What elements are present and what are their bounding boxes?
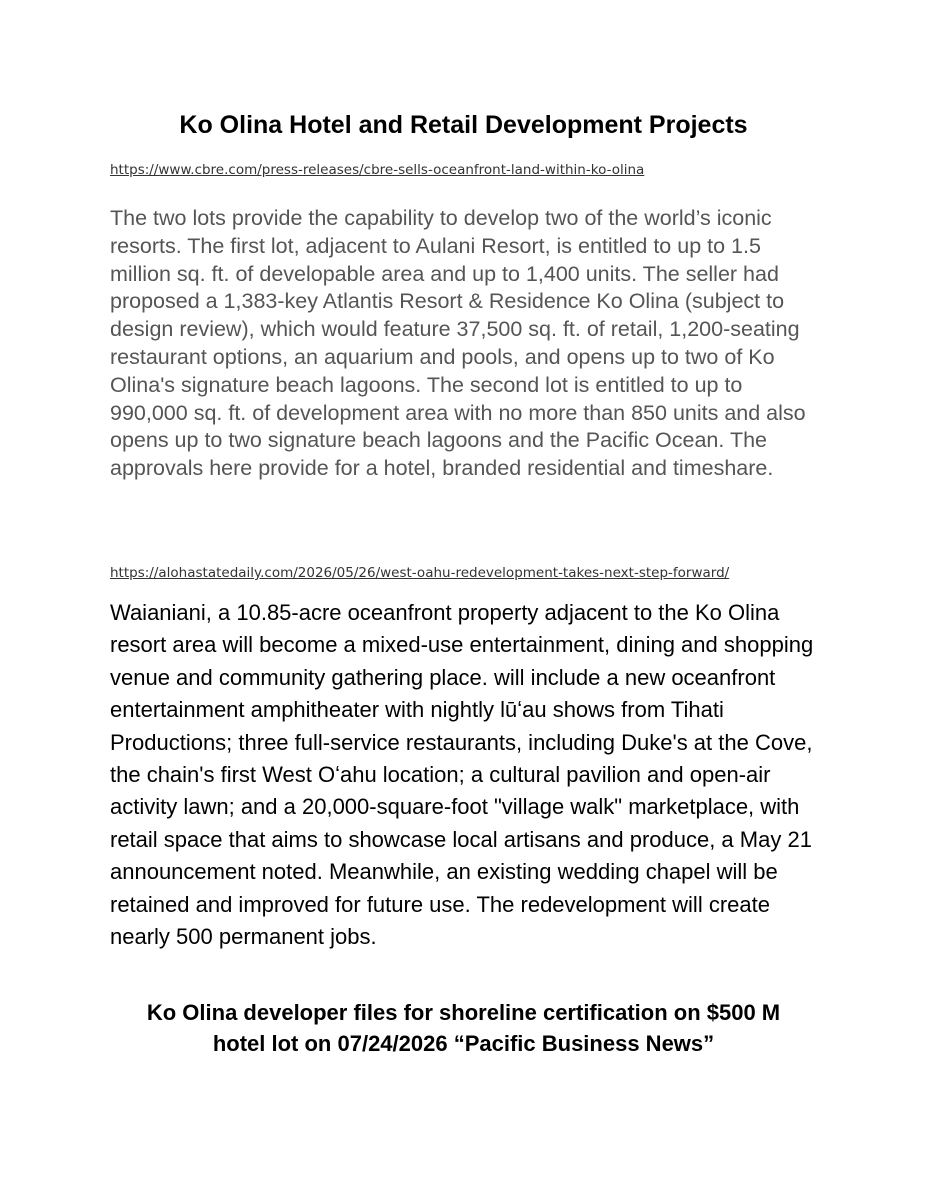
document-title: Ko Olina Hotel and Retail Development Projects: [179, 111, 748, 139]
closing-headline-line-2: hotel lot on 07/24/2026 “Pacific Business News”: [212, 1031, 715, 1056]
closing-headline-line-1: Ko Olina developer files for shoreline certification on $500 M: [146, 1000, 781, 1025]
paragraph-waianiani-description: Waianiani, a 10.85-acre oceanfront property adjacent to the Ko Olina resort area will become a mixed-use entertainment, dining and shopping venue and community gathering place. will include a new oceanfront entertainment amphitheater with nightly lūʻau shows from Tihati Productions; three full-service restaurants, including Duke's at the Cove, the chain's first West Oʻahu location; a cultural pavilion and open-air activity lawn; and a 20,000-square-foot "village walk" marketplace, with retail space that aims to showcase local artisans and produce, a May 21 announcement noted. Meanwhile, an existing wedding chapel will be retained and improved for future use. The redevelopment will create nearly 500 permanent jobs.: [110, 600, 814, 950]
source-link-alohastatedaily[interactable]: https://alohastatedaily.com/2026/05/26/west-oahu-redevelopment-takes-next-step-forward/: [110, 565, 730, 581]
source-link-cbre[interactable]: https://www.cbre.com/press-releases/cbre-sells-oceanfront-land-within-ko-olina: [110, 162, 645, 178]
closing-headline: [90, 997, 837, 1059]
paragraph-lots-description: The two lots provide the capability to develop two of the world’s iconic resorts. The first lot, adjacent to Aulani Resort, is entitled to up to 1.5 million sq. ft. of developable area and up to 1,400 units. The seller had proposed a 1,383-key Atlantis Resort & Residence Ko Olina (subject to design review), which would feature 37,500 sq. ft. of retail, 1,200-seating restaurant options, an aquarium and pools, and opens up to two of Ko Olina's signature beach lagoons. The second lot is entitled to up to 990,000 sq. ft. of development area with no more than 850 units and also opens up to two signature beach lagoons and the Pacific Ocean. The approvals here provide for a hotel, branded residential and timeshare.: [110, 206, 806, 481]
